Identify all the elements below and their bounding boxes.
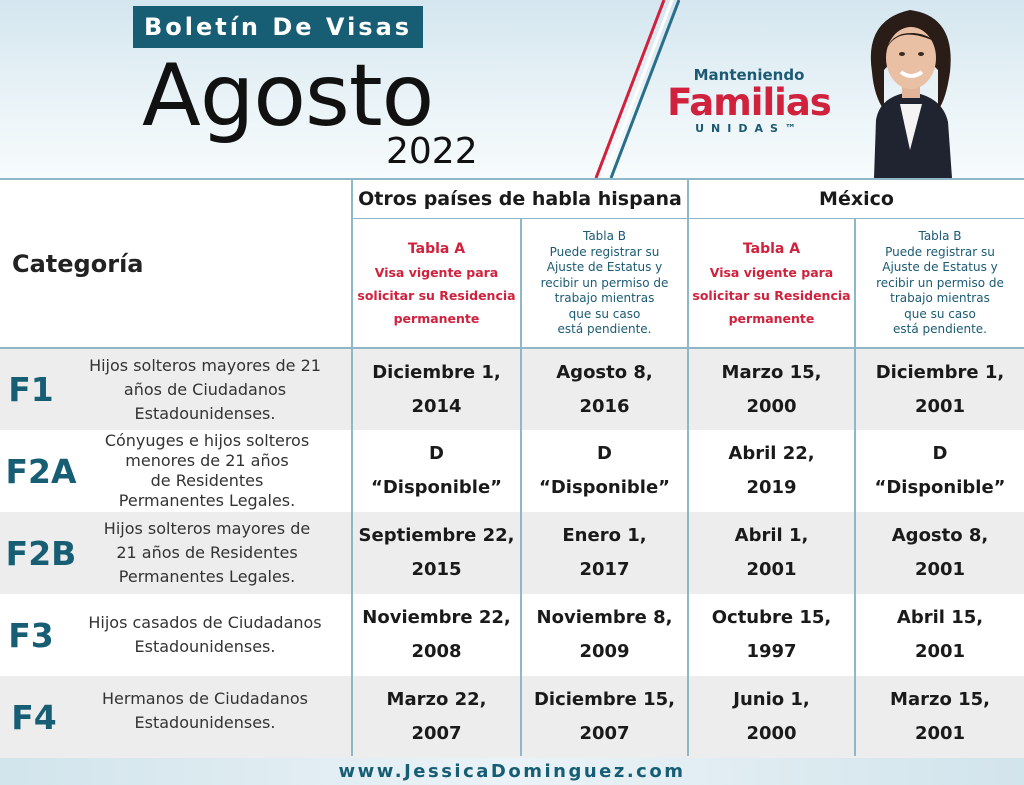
subheader-line: Puede registrar su: [885, 244, 995, 259]
category-description: Hijos solteros mayores de 21 años de Residentes Permanentes Legales.: [103, 519, 311, 586]
category-code: F3: [8, 615, 54, 655]
subheader-table-a: [353, 220, 520, 347]
decorative-stripes: [560, 0, 680, 178]
subheader-line: solicitar su Residencia: [357, 287, 516, 303]
familias-unidas-logo: [664, 66, 834, 136]
subheader-title: Tabla B: [918, 229, 962, 244]
subheader-line: permanente: [393, 310, 480, 326]
subheader-line: solicitar su Residencia: [692, 287, 851, 303]
logo-sub-text: UNIDAS™: [695, 122, 803, 135]
priority-date: Noviembre 22, 2008: [362, 607, 511, 662]
priority-date: Septiembre 22, 2015: [358, 525, 515, 580]
category-code: F2A: [5, 451, 77, 491]
category-header: Categoría: [12, 249, 144, 278]
priority-date: Enero 1, 2017: [562, 525, 647, 580]
subheader-line: Visa vigente para: [709, 264, 834, 280]
category-description: Hermanos de Ciudadanos Estadounidenses.: [102, 689, 308, 732]
header-banner: [0, 0, 1024, 178]
subheader-line: Ajuste de Estatus y: [882, 260, 998, 275]
priority-date: D “Disponible”: [874, 443, 1006, 498]
category-description: Hijos casados de Ciudadanos Estadounidenses.: [88, 613, 322, 656]
subheader-line: recibir un permiso de: [876, 275, 1004, 290]
subheader-line: trabajo mientras: [554, 291, 655, 306]
priority-date: Marzo 15, 2001: [890, 689, 990, 744]
website-link[interactable]: www.JessicaDominguez.com: [0, 758, 1024, 785]
subheader-line: Puede registrar su: [549, 244, 660, 259]
month-title: Agosto: [142, 46, 434, 146]
priority-date: Octubre 15, 1997: [711, 607, 832, 662]
priority-date: Marzo 15, 2000: [721, 361, 822, 417]
group-header-other-countries: Otros países de habla hispana: [358, 188, 682, 210]
priority-date: Agosto 8, 2016: [556, 361, 653, 417]
priority-date: Noviembre 8, 2009: [536, 607, 673, 662]
subheader-title: Tabla A: [407, 240, 466, 257]
priority-date: Abril 22, 2019: [728, 443, 815, 498]
subheader-line: permanente: [728, 310, 815, 326]
priority-date: Diciembre 1, 2001: [875, 361, 1005, 417]
category-description: Hijos solteros mayores de 21 años de Ciudadanos Estadounidenses.: [89, 355, 321, 423]
visa-bulletin-table: [0, 178, 1024, 758]
priority-date: Diciembre 1, 2014: [372, 361, 501, 417]
category-description: Cónyuges e hijos solteros menores de 21 años de Residentes Permanentes Legales.: [104, 431, 310, 510]
priority-date: D “Disponible”: [539, 443, 670, 498]
subheader-table-b: [522, 220, 687, 347]
priority-date: Junio 1, 2000: [733, 689, 810, 744]
logo-main-text: Familias: [667, 81, 831, 124]
subheader-table-b: [856, 220, 1024, 347]
portrait-photo: [846, 0, 976, 178]
subheader-line: Visa vigente para: [374, 264, 499, 280]
priority-date: Marzo 22, 2007: [386, 689, 487, 744]
priority-date: Abril 15, 2001: [896, 607, 984, 662]
subheader-line: que su caso: [568, 306, 641, 321]
priority-date: Diciembre 15, 2007: [533, 689, 676, 744]
priority-date: D “Disponible”: [371, 443, 502, 498]
priority-date: Agosto 8, 2001: [891, 525, 989, 580]
subheader-title: Tabla A: [742, 240, 801, 257]
subheader-line: está pendiente.: [893, 322, 987, 337]
logo-top-text: Manteniendo: [693, 66, 805, 84]
subheader-table-a: [689, 220, 854, 347]
priority-date: Abril 1, 2001: [734, 525, 809, 580]
subheader-title: Tabla B: [582, 229, 627, 244]
subheader-line: está pendiente.: [557, 322, 652, 337]
bulletin-badge: Boletín De Visas: [133, 6, 423, 48]
category-code: F2B: [5, 533, 77, 573]
group-header-mexico: México: [819, 188, 894, 210]
subheader-line: Ajuste de Estatus y: [546, 260, 663, 275]
subheader-line: trabajo mientras: [890, 291, 990, 306]
subheader-line: que su caso: [904, 306, 976, 321]
year-title: 2022: [386, 131, 478, 172]
category-code: F1: [8, 370, 54, 409]
subheader-line: recibir un permiso de: [540, 275, 669, 290]
category-code: F4: [11, 697, 57, 737]
